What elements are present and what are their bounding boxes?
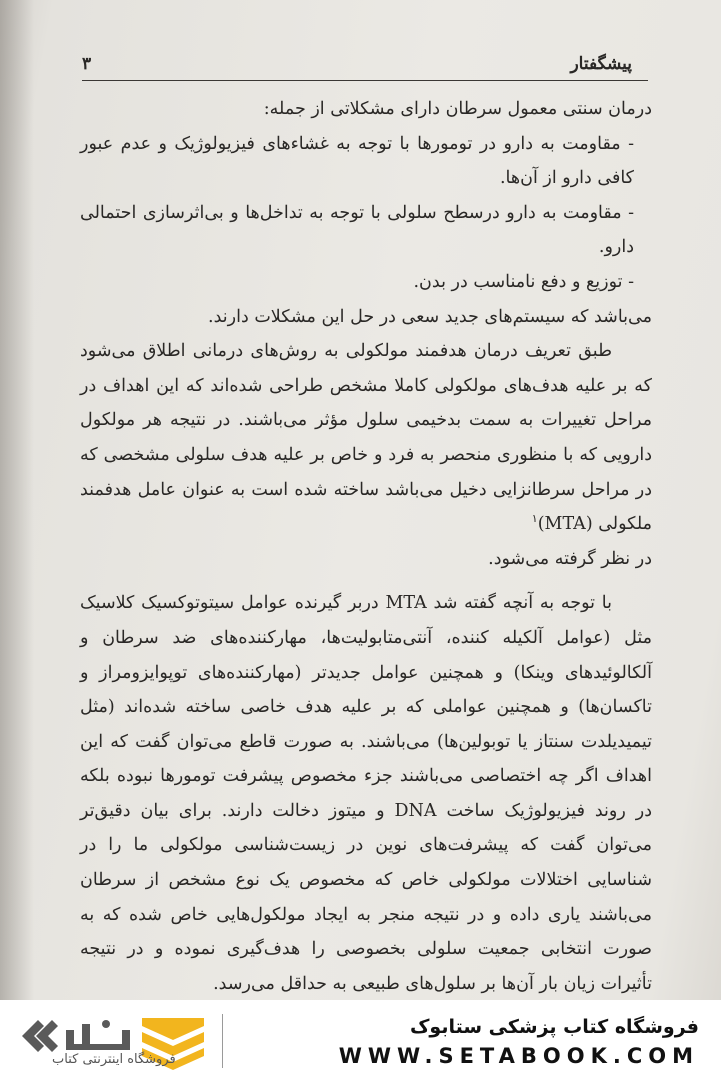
spine-shadow (0, 0, 34, 1000)
store-logo[interactable] (22, 1010, 280, 1072)
logo-tagline: فروشگاه اینترنتی کتاب (52, 1052, 176, 1067)
footnote-marker: ۱ (531, 512, 538, 526)
header-rule (82, 80, 648, 81)
body-text (80, 92, 652, 1000)
logo-divider (222, 1014, 223, 1068)
page-number: ۳ (82, 54, 92, 74)
paragraph-definition (80, 334, 652, 542)
store-banner (0, 1000, 721, 1080)
paragraph-definition-end: در نظر گرفته می‌شود. (488, 548, 652, 569)
logo-dot-icon (102, 1020, 110, 1028)
logo-letters-icon (66, 1024, 130, 1050)
bullet-drug-resistance-cellular: - مقاومت به دارو درسطح سلولی با توجه به تداخل‌ها و بی‌اثرسازی احتمالی دارو. (80, 202, 634, 258)
shop-url[interactable]: WWW.SETABOOK.COM (338, 1044, 699, 1068)
header-title: پیشگفتار (570, 54, 632, 74)
paragraph-intro: درمان سنتی معمول سرطان دارای مشکلاتی از جمله: (263, 99, 652, 119)
shop-name: فروشگاه کتاب پزشکی ستابوک (409, 1016, 699, 1038)
running-header (82, 50, 650, 80)
paragraph-conclusion: می‌باشد که سیستم‌های جدید سعی در حل این مشکلات دارند. (208, 306, 652, 327)
bullet-drug-resistance-tumor: - مقاومت به دارو در تومورها با توجه به غشاءهای فیزیولوژیک و عدم عبور کافی دارو از آن‌ها. (80, 133, 634, 189)
bullet-distribution: - توزیع و دفع نامناسب در بدن. (413, 271, 634, 292)
paragraph-mta: با توجه به آنچه گفته شد MTA دربر گیرنده عوامل سیتوتوکسیک کلاسیک مثل (عوامل آلکیله کننده، آنتی‌متابولیت‌ها، مهارکننده‌های ضد سرطان و آلکالوئیدهای وینکا) و همچنین عوامل جدیدتر (مهارکننده‌های توپوایزومراز و تاکسان‌ها) و همچنین عواملی که بر علیه هدف خاصی ساخته شده‌اند (مثل تیمیدیلدت سنتاز یا توبولین‌ها) می‌باشند. به صورت قاطع می‌توان گفت که این اهداف اگر چه اختصاصی می‌باشند جزء مخصوص پیشرفت تومورها نبوده بلکه در روند فیزیولوژیک ساخت DNA و میتوز دخالت دارند. برای بیان دقیق‌تر می‌توان گفت که پیشرفت‌های نوین در زیست‌شناسی مولکولی ما را در شناسایی اختلالات مولکولی خاص که مخصوص یک نوع مشخص از سرطان می‌باشند یاری داده و در نتیجه منجر به ایجاد مولکول‌هایی خاص شده که به صورت انتخابی جمعیت سلولی بخصوصی را هدف‌گیری نموده و در نتیجه تأثیرات زیان بار آن‌ها بر سلول‌های طبیعی به حداقل می‌رسد. (80, 593, 652, 994)
paragraph-definition-text: طبق تعریف درمان هدفمند مولکولی به روش‌های درمانی اطلاق می‌شود که بر علیه هدف‌های مولکولی کاملا مشخص طراحی شده‌اند که این اهداف در مراحل تغییرات به سمت بدخیمی سلول مؤثر می‌باشند. در نتیجه هر مولکول دارویی که با منظوری منحصر به فرد و خاص بر علیه هدف سلولی مشخصی که در مراحل سرطانزایی دخیل می‌باشد ساخته شده است به عنوان عامل هدفمند ملکولی (MTA) (80, 341, 652, 535)
